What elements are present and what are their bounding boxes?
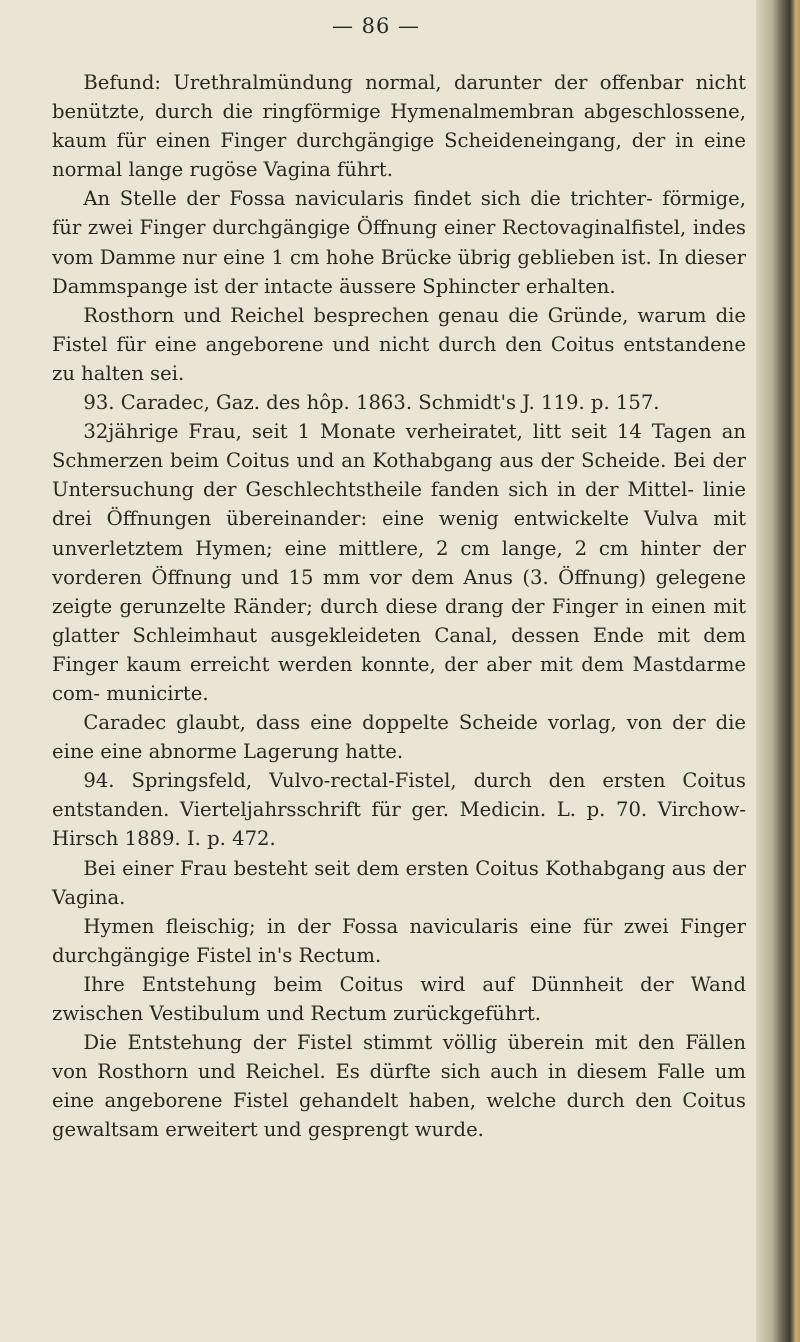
paragraph-hymen: Hymen fleischig; in der Fossa navicularis eine für zwei Finger durchgängige Fistel in's Rectum.: [52, 914, 746, 967]
paragraph-case-94: Bei einer Frau besteht seit dem ersten Coitus Kothabgang aus der Vagina.: [52, 856, 746, 909]
paragraph-caradec: Caradec glaubt, dass eine doppelte Scheide vorlag, von der die eine eine abnorme Lagerung hatte.: [52, 711, 746, 764]
paragraph-fossa: An Stelle der Fossa navicularis findet sich die trichter- förmige, für zwei Finger durchgängige Öffnung einer Rectovaginalfistel, indes vom Damme nur eine 1 cm hohe Brücke übrig geblieben ist. In dieser Dammspange ist der intacte äussere Sphincter erhalten.: [52, 187, 746, 298]
page-number: — 86 —: [331, 14, 421, 38]
case-heading-94: 94. Springsfeld, Vulvo-rectal-Fistel, durch den ersten Coitus entstanden. Vierteljahrsschrift für ger. Medicin. L. p. 70. Virchow- Hirsch 1889. I. p. 472.: [52, 769, 746, 851]
paragraph-conclusion: Die Entstehung der Fistel stimmt völlig überein mit den Fällen von Rosthorn und Reichel. Es dürfte sich auch in diesem Falle um eine angeborene Fistel gehandelt haben, welche durch den Coitus gewaltsam erweitert und gesprengt wurde.: [52, 1031, 746, 1142]
paragraph-rosthorn: Rosthorn und Reichel besprechen genau die Gründe, warum die Fistel für eine angeborene und nicht durch den Coitus entstandene zu halten sei.: [52, 303, 746, 385]
paragraph-befund: Befund: Urethralmündung normal, darunter der offenbar nicht benützte, durch die ringförmige Hymenalmembran abgeschlossene, kaum für einen Finger durchgängige Scheideneingang, der in eine normal lange rugöse Vagina führt.: [52, 71, 746, 182]
paragraph-entstehung: Ihre Entstehung beim Coitus wird auf Dünnheit der Wand zwischen Vestibulum und Rectum zurückgeführt.: [52, 972, 746, 1025]
book-spine-edge: [756, 0, 800, 1342]
paragraph-case-93: 32jährige Frau, seit 1 Monate verheiratet, litt seit 14 Tagen an Schmerzen beim Coitus und an Kothabgang aus der Scheide. Bei der Untersuchung der Geschlechtstheile fanden sich in der Mittel- linie drei Öffnungen übereinander: eine wenig entwickelte Vulva mit unverletztem Hymen; eine mittlere, 2 cm lange, 2 cm hinter der vorderen Öffnung und 15 mm vor dem Anus (3. Öffnung) gelegene zeigte gerunzelte Ränder; durch diese drang der Finger in einen mit glatter Schleimhaut ausgekleideten Canal, dessen Ende mit dem Finger kaum erreicht werden konnte, der aber mit dem Mastdarme com- municirte.: [52, 420, 746, 705]
case-heading-93: 93. Caradec, Gaz. des hôp. 1863. Schmidt's J. 119. p. 157.: [83, 391, 660, 415]
body-text: [52, 68, 746, 1144]
